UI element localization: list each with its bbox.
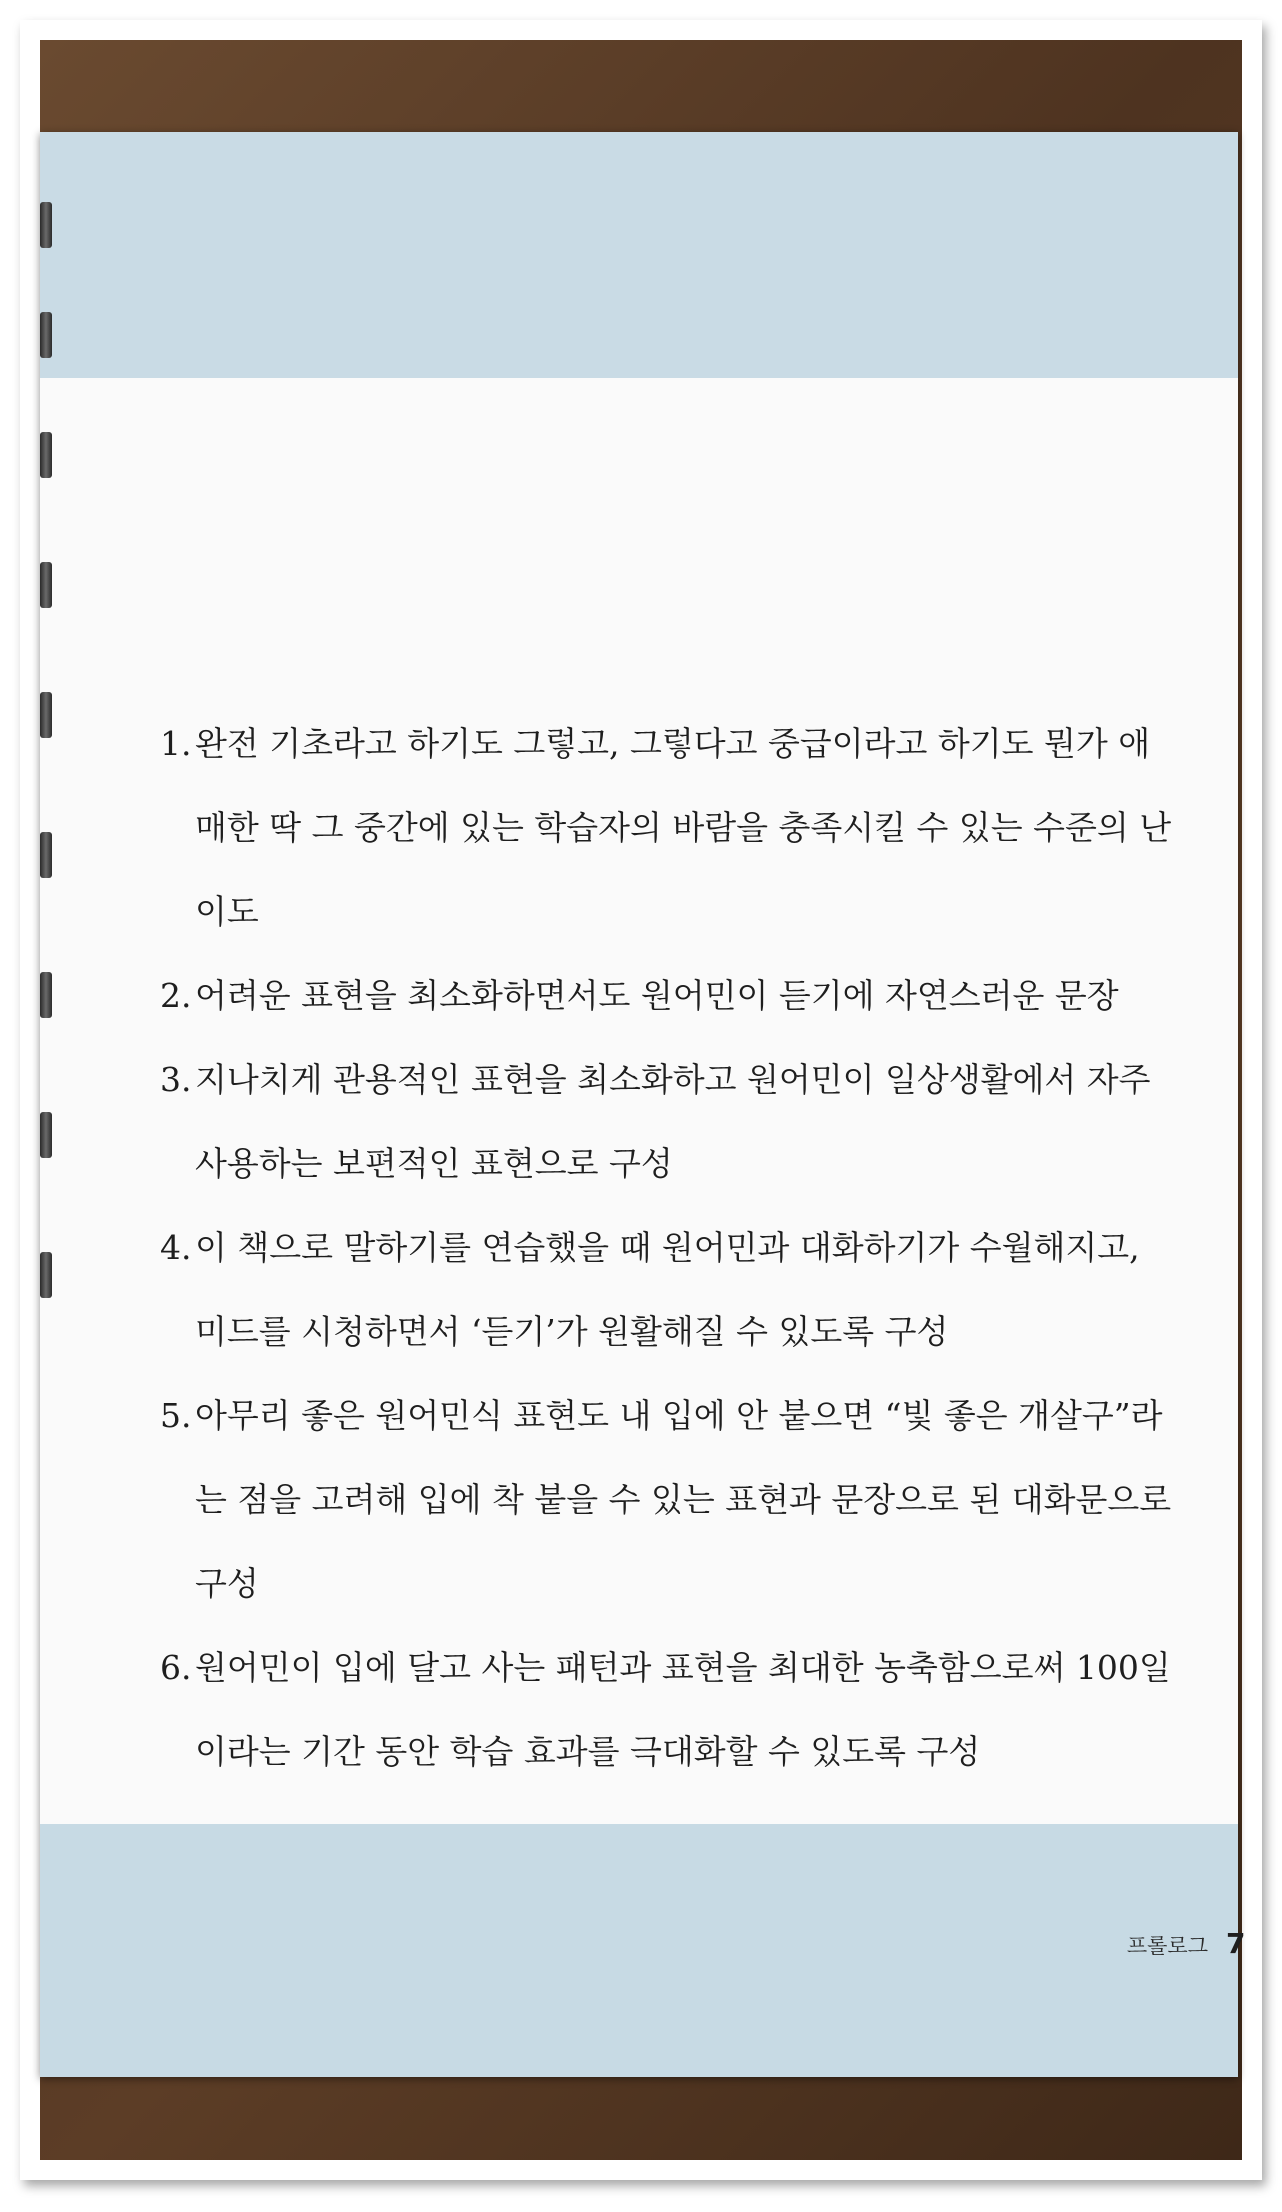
binding-ring: [40, 312, 52, 358]
list-item-number: 6.: [160, 1648, 192, 1687]
prologue-list: [160, 702, 1180, 1794]
list-item: [160, 702, 1180, 954]
bottom-color-band: [40, 1824, 1246, 2077]
list-item-text: 어려운 표현을 최소화하면서도 원어민이 듣기에 자연스러운 문장: [195, 976, 1119, 1015]
binding-ring: [40, 832, 52, 878]
binding-ring: [40, 562, 52, 608]
binding-ring: [40, 1112, 52, 1158]
list-item-number: 3.: [160, 1060, 192, 1099]
binding-ring: [40, 692, 52, 738]
list-item-number: 1.: [160, 724, 192, 763]
list-item-number: 5.: [160, 1396, 192, 1435]
list-item-number: 2.: [160, 976, 192, 1015]
top-color-band: [40, 132, 1238, 378]
book-page: [40, 132, 1246, 2077]
page-footer: [1126, 1927, 1246, 1960]
list-item-text: 이 책으로 말하기를 연습했을 때 원어민과 대화하기가 수월해지고, 미드를 시청하면서 ‘듣기’가 원활해질 수 있도록 구성: [195, 1228, 1140, 1351]
binding-ring: [40, 432, 52, 478]
list-item-text: 원어민이 입에 달고 사는 패턴과 표현을 최대한 농축함으로써 100일이라는 기간 동안 학습 효과를 극대화할 수 있도록 구성: [195, 1648, 1171, 1771]
binding-ring: [40, 202, 52, 248]
list-item-number: 4.: [160, 1228, 192, 1267]
binding-ring: [40, 1252, 52, 1298]
list-item: [160, 954, 1180, 1038]
list-item-text: 아무리 좋은 원어민식 표현도 내 입에 안 붙으면 “빛 좋은 개살구”라는 점을 고려해 입에 착 붙을 수 있는 표현과 문장으로 된 대화문으로 구성: [195, 1396, 1172, 1603]
binding-ring: [40, 972, 52, 1018]
page-number: 7: [1226, 1927, 1246, 1960]
list-item-text: 지나치게 관용적인 표현을 최소화하고 원어민이 일상생활에서 자주 사용하는 보편적인 표현으로 구성: [195, 1060, 1151, 1183]
list-item: [160, 1374, 1180, 1626]
list-item: [160, 1626, 1180, 1794]
section-label: 프롤로그: [1126, 1934, 1208, 1958]
list-item-text: 완전 기초라고 하기도 그렇고, 그렇다고 중급이라고 하기도 뭔가 애매한 딱 그 중간에 있는 학습자의 바람을 충족시킬 수 있는 수준의 난이도: [195, 724, 1172, 931]
list-item: [160, 1206, 1180, 1374]
list-item: [160, 1038, 1180, 1206]
table-surface: [40, 40, 1246, 2160]
spiral-binding: [40, 192, 54, 1352]
